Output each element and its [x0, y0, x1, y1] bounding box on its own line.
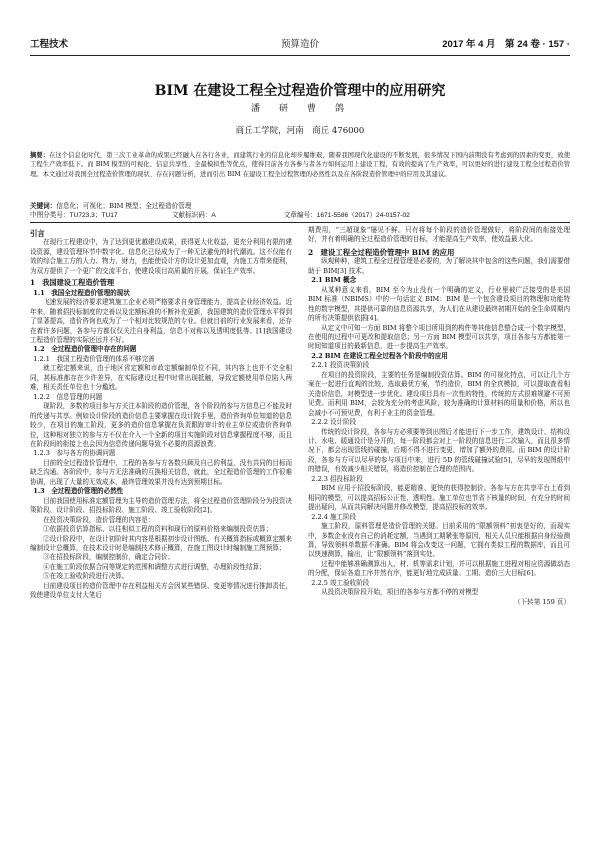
affiliation: 商丘工学院，河南 商丘 476000: [235, 126, 365, 136]
subsubheading: 2.2.2 设计阶段: [311, 418, 357, 427]
abstract-text: 在这个信息化时代，第三次工业革命的成果已经融入在各行各业，而建筑行业的信息化却步履维艰，随着我国现代化建设的不断发展，很多情况下国内前期没有考虑到的因素的变更，致使工程生产效率低下。而 BIM 模型的可视化、信息共享性、全最模拟性等优点，使得目前各方各参与者各方如何运用上建设工程，有效的提高了生产效率，可以更好的进行建设工程全过程造价管理。本文通过对我国全过程造价管理的现状、存在问题分析，进而引出 BIM 在建设工程全过程管理的必然性以及在各阶段造价管理中的应用及其建议。: [30, 152, 571, 178]
subsubheading: 2.2.3 招投标阶段: [311, 474, 363, 483]
subsubheading: 1.2.3 参与各方的协调问题: [33, 449, 116, 458]
subsubheading: 2.2.5 竣工验收阶段: [311, 578, 370, 587]
heading: 1 我国建设工程造价管理: [30, 278, 115, 288]
paragraph: 在项目的投资阶段，主要的任务是编制投资估算。BIM 的可视化特点，可以让几个方案在一起进行直观的比较，选取最优方案，节约造价，BIM 的全真模拟，可以提取查看相关造价信息，对模型进一步优化。建设项目具有一次性的特性，传统的方式很难规避不可预见费。而利用 BIM，会较为充分的考虑风险，较为准确的计算材料的用量和价格，所以也会减小不可预见费，有利于业主的资金管理。: [308, 370, 570, 417]
section-name: 预算造价: [280, 40, 319, 50]
paragraph: 从投资决策阶段开始，项目的各参与方都不停的对模型: [321, 588, 479, 597]
journal-name: 工程技术: [30, 39, 69, 50]
subsubheading: 1.2.1 我国工程造价管理的体系不够完善: [33, 354, 155, 363]
paragraph: 传统的设计阶段，各参与方必须要等到出图后才能进行下一步工作，建筑设计、结构设计、水电、暖通设计是分开的，每一阶段都会对上一阶段的信息进行二次输入，而且很多情况下，都会出现管线的碰撞，后期不得不进行变更，增加了额外的费用。而 BIM 的设计阶段，各参与方可以尽早的参与项目中来，进行 5D 的管线碰撞试验[5]，尽早的发现图纸中的错误，有效减少相关错误，将造价控制在合理的范围内。: [308, 427, 570, 474]
article-number: 文章编号：1671-5586（2017）24-0157-02: [283, 212, 410, 219]
section-heading: 2 建设工程全过程造价管理中 BIM 的应用: [308, 247, 455, 257]
subsubheading: 2.2.1 投资决策阶段: [311, 361, 370, 370]
subsubheading: 1.2.2 信息管理的问题: [33, 392, 103, 401]
paragraph: 就工程定额来说，由于地区省定额和市政定额编制单位不同，其内容上也并不完全相同，甚标准都存在少许差异，在实际建设过程中时常出现抵触，导致定额使用单位陷入两难，相关责任单位也十分尴尬。: [30, 364, 292, 392]
paragraph: 期费用，“三超现象”屡见不鲜。只有将每个阶段的造价管理做好，将阶段间的衔接处理好，并有着明确的全过程造价管理的目标，才能提高生产效率，使效益最大化。: [308, 226, 570, 244]
body-rule: [30, 222, 570, 223]
clc-number: 中图分类号：TU723.3；TU17: [30, 212, 118, 219]
subsubheading: 2.2.4 施工阶段: [311, 512, 357, 521]
keywords-label: 关键词：: [30, 202, 57, 210]
issue-info: 2017 年 4 月 第 24 卷 · 157 ·: [442, 39, 570, 50]
header-rule: [30, 55, 570, 56]
paragraph: 过程中能够准确测算出人、材、机等需求计划，并可以根据施工进程对相应资源做动态的分配，保证各道工序井然有序，能更好地完成质量、工期、造价三大目标[6]。: [308, 559, 570, 578]
paragraph: ③在招投标阶段，编制控制价，确定合同价；: [43, 553, 175, 562]
article-title: BIM 在建设工程全过程造价管理中的应用研究: [154, 83, 446, 99]
subheading: 2.1 BIM 概念: [311, 276, 357, 285]
paragraph: 目前我国使用标准定额管理为主导的造价管理方法，将全过程造价管理阶段分为投资决策阶段、设计阶段、招投标阶段、施工阶段、竣工验收阶段[2]。: [30, 496, 292, 515]
running-header: [30, 36, 570, 52]
paragraph: ④在施工阶段依据合同等规定的范围和调整方式进行调整，办理阶段性结算；: [43, 562, 266, 571]
paragraph: 目前建设项目的造价管理中存在利益相关方会因某些错误、变更等情况进行推卸责任，致使建设单位支付大笔后: [30, 581, 292, 600]
continued-note: （下转第 159 页）: [514, 597, 570, 606]
paragraph: ②设计阶段中，在设计初阶时其内容是根据初步设计图纸、有关概算指标或概算定额来编制设计总概算，在技术设计时是编制技术修正概算，在施工图设计时编制施工图预算；: [30, 534, 292, 552]
subheading: 2.2 BIM 在建设工程全过程各个阶段中的应用: [311, 351, 448, 360]
author-line: 潘 研 曹 鸽: [250, 104, 349, 114]
subheading: 1.1 我国全过程造价管理的现状: [33, 288, 130, 297]
left-column: [30, 226, 292, 601]
paragraph: 现阶段，多数的项目参与方关注本阶段的造价管理，各个阶段的参与方信息已不能及时的传递与共享。例如设计阶段的造价信息主要掌握在设计院手里，造价咨询单位知道的信息较少，在项目的施工阶段，更多的造价信息掌握在负责跟踪审计的业主单位或造价咨询单位，这种相对独立的参与方不仅在介入一个全新的项目实施阶段对信息掌握程度不够，而且在阶段间的衔接上也会因为信息传递问题导致不必要的资源浪费。: [30, 402, 292, 448]
doc-code: 文献标识码：A: [171, 212, 216, 219]
classification-line: [30, 211, 570, 220]
paragraph: 从定义中可知一方面 BIM 将整个项目所用到的构件等其他信息整合成一个数字模型，在使用的过程中可更改和提取信息；另一方面 BIM 模型可以共享，项目各参与方都能第一时间知道项目的最新信息，进一步提高生产效率。: [308, 323, 570, 351]
paragraph: ⑤在竣工验收阶段进行决算。: [43, 572, 129, 581]
paragraph: 在现行工程建设中，为了达到更优越建设成果，获得更大化收益，更充分利用有限的建设资源，建设管理环节中数字化、信息化已经成为了一种无法避免的时代潮流。这不仅能有效的综合施工方的人力、物力、财力，也能使设计方的设计更加直观，为施工方带来便利，为双方提供了一个更广的交流平台，使建设项目高质量的开展，保证生产效率。: [30, 238, 292, 275]
subheading: 1.2 全过程造价管理中存在的问题: [33, 345, 137, 354]
paragraph: 纵观种种，建筑工程全过程管理是必要的，为了解决其中包含的这些问题，我们需要借助于 BIM[3] 技术。: [308, 257, 570, 275]
abstract-label: 摘要：: [30, 152, 50, 159]
paragraph: 目前的全过程造价管理中，工程的各参与方各数只顾及自己的利益，没有共同的目标而缺乏沟通。各阶段中，参与方无法准确的互换相关信息，就此，全过程造价管理的工作很难协调，出现了大量的无效成本，最终管理效果并没有达到预期目标。: [30, 458, 292, 486]
paragraph: 在投资决策阶段，造价管理的内容是：: [43, 515, 155, 524]
right-column: [308, 226, 570, 607]
paragraph: ①依据投资估算指标、以往相似工程的资料和现行的原料价格来编制投资估算；: [43, 525, 273, 534]
subheading: 1.3 全过程造价管理的必然性: [33, 487, 124, 496]
keywords-text: 信息化；可视化；BIM 模型；全过程造价管理: [56, 202, 192, 210]
paragraph: 飞速发展的经济要求建筑施工企业必须严格要求自身管理能力，提高企业经济效益。近年来，随着招投标制度的完善以及定额标准的不断补充更新，我国建筑的造价管理水平得到了显著提高，造价咨询也成为了一个相对比较规范的专业。但就目前的行业发展来看，还存在着许多问题，各参与方都仅仅关注自身利益，信息不对称以及透明度低等。[1]我国建设工程造价管理的实际还远并不好。: [30, 298, 292, 344]
paragraph: 施工阶段，原料管理是造价管理的关键。目前采用的“限额领料”初衷是好的，而现实中，多数企业没有自己的消耗定额，当遇到工期紧张等原因，相关人员只能根据自身经验测算，导致领料单数据不准确。BIM 将会改变这一问题，它拥有类似工程的数据库，而且可以快速测算，输出，让“限额领料”落到实处。: [308, 522, 570, 559]
paragraph: 从某种意义来看，BIM 至今为止没有一个明确的定义，行业里被广泛接受的是美国 BIM 标准（NBIMS）中的一句话定义 BIM：BIM 是一个包含建设项目的物理和功能特性的数字模型，其提供可靠的信息资源共享，为人们在从建设最终初期开始的全生命周期内的所有决策提供依据[4]。: [308, 285, 570, 323]
section-heading: 引言: [30, 229, 45, 238]
keywords: [30, 202, 570, 211]
abstract: [30, 151, 570, 179]
paragraph: BIM 应用于招投标阶段，能更精准、更快的获得控制价。各参与方在共享平台上看到相同的模型，可以提高招标公正性、透明性。施工单位也节省下核量的时间，有充分的时间提出疑问，从而共同解决问题并修改模型，提高招投标的效率。: [308, 484, 570, 512]
